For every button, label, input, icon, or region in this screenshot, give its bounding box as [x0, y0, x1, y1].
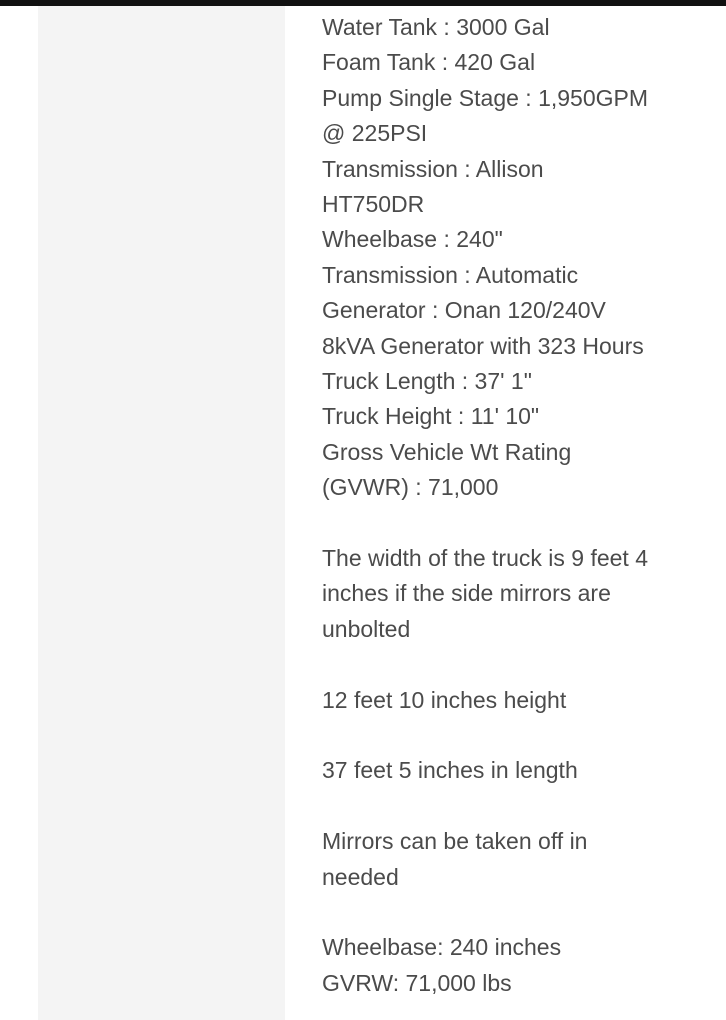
paragraph-gap	[322, 718, 712, 753]
spec-truck-height: Truck Height : 11' 10"	[322, 403, 540, 430]
spec-transmission-type: Transmission : Automatic	[322, 261, 579, 288]
summary-gvrw: GVRW: 71,000 lbs	[322, 969, 512, 996]
width-note-line-2: inches if the side mirrors are	[322, 580, 611, 607]
mirrors-note-line-1: Mirrors can be taken off in	[322, 828, 588, 855]
paragraph-gap	[322, 895, 712, 930]
paragraph-gap	[322, 506, 712, 541]
spec-generator-detail: 8kVA Generator with 323 Hours	[322, 332, 644, 359]
spec-foam-tank: Foam Tank : 420 Gal	[322, 49, 536, 76]
mirrors-note-line-2: needed	[322, 863, 399, 890]
summary-wheelbase: Wheelbase: 240 inches	[322, 934, 562, 961]
spec-pump-pressure: @ 225PSI	[322, 120, 428, 147]
width-note-line-1: The width of the truck is 9 feet 4	[322, 545, 648, 572]
spec-generator: Generator : Onan 120/240V	[322, 297, 606, 324]
truck-spec-text	[322, 10, 712, 1001]
paragraph-gap	[322, 647, 712, 682]
width-note-line-3: unbolted	[322, 615, 411, 642]
spec-water-tank: Water Tank : 3000 Gal	[322, 14, 550, 40]
spec-wheelbase: Wheelbase : 240"	[322, 226, 503, 253]
spec-gvwr-label: Gross Vehicle Wt Rating	[322, 438, 572, 465]
length-note: 37 feet 5 inches in length	[322, 757, 578, 784]
paragraph-gap	[322, 789, 712, 824]
spec-transmission: Transmission : Allison	[322, 155, 544, 182]
spec-pump: Pump Single Stage : 1,950GPM	[322, 84, 649, 111]
spec-truck-length: Truck Length : 37' 1"	[322, 368, 532, 395]
left-sidebar-panel	[38, 6, 285, 1020]
spec-transmission-model: HT750DR	[322, 191, 425, 218]
spec-gvwr-value: (GVWR) : 71,000	[322, 474, 499, 501]
height-note: 12 feet 10 inches height	[322, 686, 567, 713]
